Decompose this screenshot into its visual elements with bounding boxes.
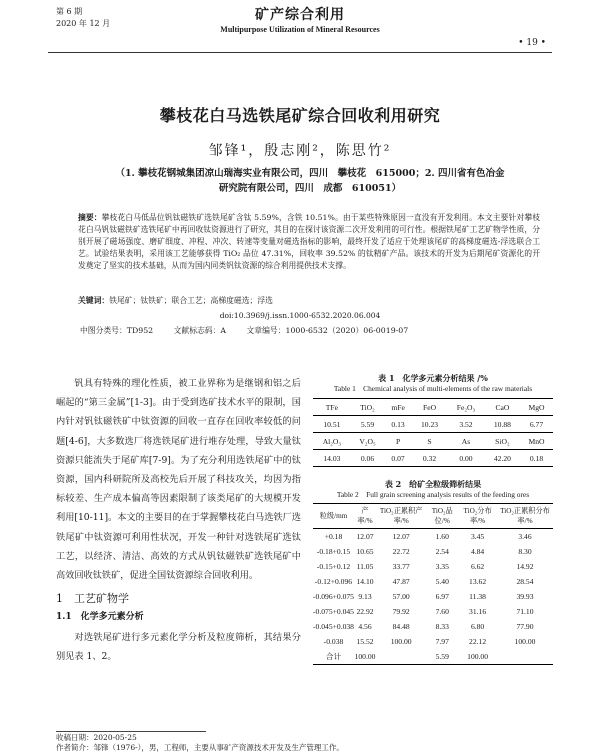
- table2-cell: 3.35: [435, 562, 449, 571]
- table1-cell: 0.07: [384, 450, 412, 467]
- issue-number: 第 6 期: [56, 7, 83, 16]
- table2-cell: 39.93: [516, 592, 534, 601]
- clc-number: 中图分类号：TD952: [80, 326, 154, 335]
- table2-cell: 57.00: [392, 592, 410, 601]
- table2-cell: 12.07: [356, 532, 374, 541]
- table2-cell: 6.80: [470, 622, 485, 631]
- header-rule: [48, 52, 552, 53]
- subsection-heading: 1.1 化学多元素分析: [56, 612, 144, 623]
- article-authors: 邹锋¹，殷志刚²，陈思竹²: [208, 143, 392, 159]
- footnote-rule: [56, 731, 206, 732]
- table2-cell: -0.096+0.075: [313, 592, 354, 601]
- table2-cell: -0.12+0.096: [314, 577, 353, 586]
- table2-cell: -0.038: [323, 637, 344, 646]
- table2-cell: 6.97: [435, 592, 449, 601]
- table2-header-cell: 粒级/mm: [313, 504, 354, 529]
- table1-cell: 10.51: [313, 416, 351, 433]
- table1-cell: P: [384, 433, 412, 450]
- table1-cell: V₂O₅: [351, 433, 384, 450]
- table-row: [313, 544, 553, 559]
- table2-cell: -0.075+0.045: [313, 607, 354, 616]
- table1-cell: MnO: [520, 433, 553, 450]
- table1-caption-cn: 表 1 化学多元素分析结果 /%: [378, 373, 488, 383]
- table2-cell: 22.72: [392, 547, 410, 556]
- table1-cell: FeO: [412, 399, 447, 416]
- table2-caption-cn: 表 2 给矿全粒级筛析结果: [384, 479, 482, 489]
- article-number: 文章编号：1000-6532（2020）06-0019-07: [246, 326, 409, 335]
- table-row: [313, 649, 553, 665]
- table2-cell: 14.92: [516, 562, 534, 571]
- table1-cell: MgO: [520, 399, 553, 416]
- table2-cell: +0.18: [324, 532, 343, 541]
- document-code: 文献标志码：A: [173, 326, 227, 335]
- table2-cell: 100.00: [354, 649, 376, 665]
- table2-cell: 11.05: [356, 562, 374, 571]
- keywords: [78, 295, 540, 306]
- table-row: [313, 634, 553, 649]
- abstract-text: 攀枝花白马低品位钒钛磁铁矿选铁尾矿含钛 5.59%，含铁 10.51%。由于某些特殊原因一直没有开发利用。本文主要针对攀枝花白马钒钛磁铁矿选铁尾矿中再回收钛资源进行了研究，其目的在探讨该资源二次开发利用的可行性。根据铁尾矿工艺矿物学性质，分别开展了磁场强度、磨矿细度、冲程、冲次、转速等变量对磁选指标的影响，最终开发了适应于处理该尾矿的高梯度磁选-浮选联合工艺。试验结果表明，采用该工艺能够获得 TiO₂ 品位 47.31%，回收率 39.52% 的钛精矿产品。该技术的开发为后期尾矿资源化的开发奠定了坚实的技术基础，从而为国内同类钒钛资源的综合利用提供技术支撑。: [78, 213, 541, 270]
- table2-cell: 3.46: [518, 532, 532, 541]
- journal-title-en: Multipurpose Utilization of Mineral Resources: [220, 25, 380, 34]
- table2-cell: 100.00: [458, 649, 497, 665]
- table-row: [313, 619, 553, 634]
- tables-column: [313, 373, 553, 665]
- table-row: [313, 529, 553, 545]
- table2-cell: 8.30: [518, 547, 532, 556]
- table2-cell: 12.07: [392, 532, 410, 541]
- table2-cell: 71.10: [516, 607, 534, 616]
- table2-header-cell: 产率/%: [354, 504, 376, 529]
- table2-cell: 4.56: [358, 622, 372, 631]
- author-intro: 作者简介：邹锋（1976-），男，工程师，主要从事矿产资源技术开发及生产管理工作。: [56, 743, 344, 752]
- table2-cell: [497, 649, 553, 665]
- table2-cell: -0.045+0.038: [313, 622, 354, 631]
- table2-cell: 8.33: [435, 622, 449, 631]
- table2-cell: 3.45: [470, 532, 485, 541]
- table2-cell: 7.97: [435, 637, 449, 646]
- article-title: 攀枝花白马选铁尾矿综合回收利用研究: [159, 106, 441, 125]
- table1-cell: TFe: [313, 399, 351, 416]
- body-left-column: [56, 374, 301, 666]
- received-date: 收稿日期：2020-05-25: [56, 733, 137, 742]
- table1-cell: 0.18: [520, 450, 553, 467]
- classification-line: [80, 325, 540, 336]
- table1-cell: 14.03: [313, 450, 351, 467]
- table1-cell: SiO₂: [485, 433, 520, 450]
- table2-cell: 100.00: [514, 637, 536, 646]
- table2-cell: 10.65: [356, 547, 374, 556]
- table1-cell: TiO₂: [351, 399, 384, 416]
- table2-caption-en: Table 2 Full grain screening analysis results of the feeding ores: [336, 490, 530, 499]
- table2-cell: 5.59: [426, 649, 458, 665]
- table2-cell: 100.00: [390, 637, 412, 646]
- table-row: [313, 559, 553, 574]
- table-row: [313, 574, 553, 589]
- table2-cell: 31.16: [469, 607, 487, 616]
- table1-caption-en: Table 1 Chemical analysis of multi-elements of the raw materials: [333, 384, 533, 393]
- table2-cell: 28.54: [516, 577, 534, 586]
- affiliations: [100, 166, 520, 196]
- journal-title-block: [0, 4, 600, 34]
- table1-cell: 3.52: [447, 416, 485, 433]
- section-heading: 1 工艺矿物学: [56, 592, 129, 606]
- table1: [313, 398, 553, 467]
- journal-title-cn: 矿产综合利用: [255, 7, 345, 23]
- body-paragraph: 钒具有特殊的理化性质，被工业界称为是继钢和铝之后崛起的“第三金属”[1-3]。由于受到选矿技术水平的限制，国内针对钒钛磁铁矿中钛资源的回收一直存在回收率较低的问题[4-6]，大多数选厂将选铁尾矿进行堆存处理，导致大量钛资源只能流失于尾矿库[7-9]。为了充分利用选铁尾矿中的钛资源，国内科研院所及高校先后开展了科技攻关，均因为指标较差、生产成本偏高等因素限制了该类尾矿的大规模开发利用[10-11]。本文的主要目的在于掌握攀枝花白马选铁厂选铁尾矿中钛资源可利用性状况，开发一种针对选铁尾矿选钛工艺，以经济、清洁、高效的方式从钒钛磁铁矿选铁尾矿中高效回收钛铁矿，促进全国钛资源综合回收利用。: [56, 378, 301, 582]
- table2-cell: 1.60: [435, 532, 449, 541]
- table2-cell: 4.84: [470, 547, 485, 556]
- table2-cell: [376, 649, 426, 665]
- table1-cell: 10.88: [485, 416, 520, 433]
- publication-date: 2020 年 12 月: [56, 19, 111, 28]
- abstract-label: 摘要：: [78, 213, 102, 222]
- table-row: [313, 604, 553, 619]
- page-number: • 19 •: [518, 38, 546, 48]
- table2-cell: 7.60: [435, 607, 449, 616]
- body-paragraph: 对选铁尾矿进行多元素化学分析及粒度筛析，其结果分别见表 1、2。: [56, 631, 301, 662]
- footnote: [56, 733, 556, 753]
- affiliation-line-2: 研究院有限公司，四川 成都 610051）: [218, 183, 402, 194]
- table2-header-cell: TiO₂分布率/%: [458, 504, 497, 529]
- table1-cell: 42.20: [485, 450, 520, 467]
- table1-cell: S: [412, 433, 447, 450]
- keywords-label: 关键词：: [78, 296, 110, 305]
- table1-cell: Fe₂O₃: [447, 399, 485, 416]
- table1-cell: 0.13: [384, 416, 412, 433]
- table-row: [313, 589, 553, 604]
- table2-cell: 9.13: [358, 592, 372, 601]
- table2-cell: 47.87: [392, 577, 410, 586]
- table2: [313, 503, 553, 665]
- abstract: [78, 212, 540, 272]
- affiliation-line-1: （1. 攀枝花钢城集团凉山瑞海实业有限公司，四川 攀枝花 615000；2. 四川省有色冶金: [115, 168, 505, 179]
- table2-cell: 2.54: [435, 547, 449, 556]
- table2-header-cell: TiO₂正累积产率/%: [376, 504, 426, 529]
- table2-cell: -0.18+0.15: [316, 547, 351, 556]
- table2-cell: 6.62: [470, 562, 485, 571]
- keywords-text: 铁尾矿；钛铁矿；联合工艺；高梯度磁选；浮选: [109, 296, 273, 305]
- table2-cell: 14.10: [356, 577, 374, 586]
- doi: doi:10.3969/j.issn.1000-6532.2020.06.004: [219, 311, 381, 320]
- table1-cell: 0.32: [412, 450, 447, 467]
- table2-cell: 13.62: [469, 577, 487, 586]
- table2-cell: -0.15+0.12: [316, 562, 351, 571]
- table2-cell: 合计: [313, 649, 354, 665]
- table2-cell: 15.52: [356, 637, 374, 646]
- table2-cell: 77.90: [516, 622, 534, 631]
- table1-cell: Al₂O₃: [313, 433, 351, 450]
- table2-cell: 22.12: [469, 637, 487, 646]
- table1-cell: 10.23: [412, 416, 447, 433]
- table1-cell: As: [447, 433, 485, 450]
- table1-cell: mFe: [384, 399, 412, 416]
- table2-cell: 33.77: [392, 562, 410, 571]
- table2-header-cell: TiO₂正累积分布率/%: [497, 504, 553, 529]
- table1-cell: 0.06: [351, 450, 384, 467]
- table2-cell: 22.92: [356, 607, 374, 616]
- table2-cell: 11.38: [469, 592, 486, 601]
- table1-cell: 0.00: [447, 450, 485, 467]
- table2-cell: 5.40: [435, 577, 449, 586]
- table2-cell: 79.92: [392, 607, 410, 616]
- table2-cell: 84.48: [392, 622, 410, 631]
- table1-cell: 5.59: [351, 416, 384, 433]
- table2-header-cell: TiO₂品位/%: [426, 504, 458, 529]
- table1-cell: CaO: [485, 399, 520, 416]
- table1-cell: 6.77: [520, 416, 553, 433]
